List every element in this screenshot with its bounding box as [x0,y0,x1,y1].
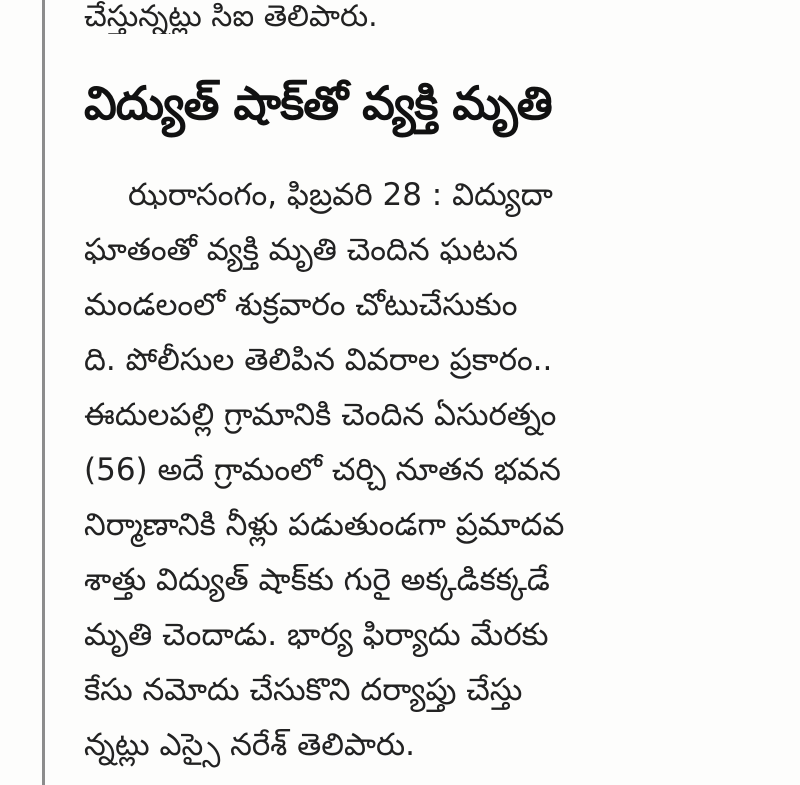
body-line-8: శాత్తు విద్యుత్ షాక్‌కు గురై అక్కడికక్కడే [84,562,550,598]
body-line-9: మృతి చెందాడు. భార్య ఫిర్యాదు మేరకు [84,617,549,653]
body-line-7: నిర్మాణానికి నీళ్లు పడుతుండగా ప్రమాదవ [84,507,565,543]
previous-article-tail: చేస్తున్నట్లు సిఐ తెలిపారు. [84,0,378,34]
body-line-10: కేసు నమోదు చేసుకొని దర్యాప్తు చేస్తు [84,672,523,708]
body-line-6: (56) అదే గ్రామంలో చర్చి నూతన భవన [84,452,561,488]
body-line-2: ఘాతంతో వ్యక్తి మృతి చెందిన ఘటన [84,232,518,268]
body-line-4: ది. పోలీసుల తెలిపిన వివరాల ప్రకారం.. [84,342,553,378]
article-headline: విద్యుత్ షాక్‌తో వ్యక్తి మృతి [84,76,552,130]
body-line-1: ఝరాసంగం, ఫిబ్రవరి 28 : విద్యుదా [128,177,553,213]
body-line-5: ఈదులపల్లి గ్రామానికి చెందిన ఏసురత్నం [84,397,557,433]
body-line-3: మండలంలో శుక్రవారం చోటుచేసుకుం [84,287,518,323]
column-divider-rule [42,0,45,785]
body-line-11: న్నట్లు ఎస్సై నరేశ్ తెలిపారు. [84,727,415,763]
article-body [84,168,684,773]
